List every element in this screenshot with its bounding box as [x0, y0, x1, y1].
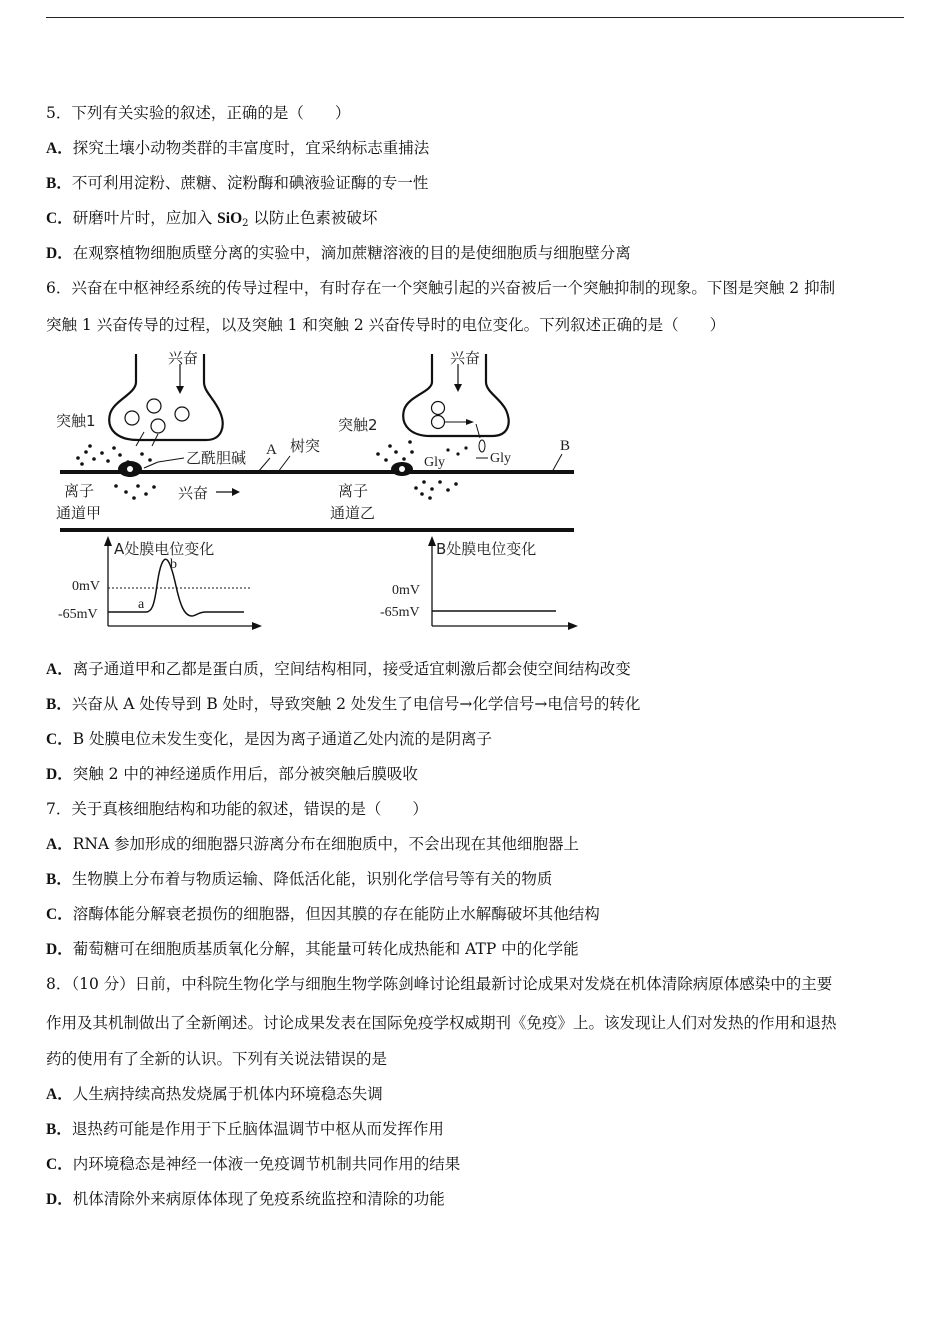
q6-stem-line1: 6．兴奋在中枢神经系统的传导过程中，有时存在一个突触引起的兴奋被后一个突触抑制的现象。下图是突触 2 抑制	[46, 279, 836, 297]
header-rule	[46, 17, 904, 18]
channel-1-label: 通道甲	[56, 504, 102, 522]
dendrite-label: 树突	[290, 437, 321, 455]
q5-option-d: D．在观察植物细胞质壁分离的实验中，滴加蔗糖溶液的目的是使细胞质与细胞壁分离	[46, 244, 631, 262]
vesicle	[432, 416, 445, 429]
q5-option-a: A．探究土壤小动物类群的丰富度时，宜采纳标志重捕法	[46, 139, 430, 157]
vesicle	[147, 399, 161, 413]
graph-a-label-a: a	[138, 597, 145, 612]
vesicle	[151, 419, 165, 433]
q8-option-a: A．人生病持续高热发烧属于机体内环境稳态失调	[46, 1085, 383, 1103]
q7-option-c: C．溶酶体能分解衰老损伤的细胞器，但因其膜的存在能防止水解酶破坏其他结构	[46, 905, 600, 923]
graph-b-neg65: -65mV	[380, 605, 420, 620]
q5-option-c: C．研磨叶片时，应加入 SiO$_2$ 以防止色素被破坏	[46, 209, 378, 229]
q6-option-b: B．兴奋从 A 处传导到 B 处时，导致突触 2 处发生了电信号→化学信号→电信号的转化	[46, 695, 641, 713]
synapse-figure	[46, 342, 606, 642]
q7-stem: 7．关于真核细胞结构和功能的叙述，错误的是（ ）	[46, 800, 428, 818]
synapse-1-label: 突触1	[56, 412, 96, 430]
q8-stem-line2: 作用及其机制做出了全新阐述。讨论成果发表在国际免疫学权威期刊《免疫》上。该发现让人们对发热的作用和退热	[46, 1014, 837, 1032]
q8-stem-line1: 8．（10 分）日前，中科院生物化学与细胞生物学陈剑峰讨论组最新讨论成果对发烧在机体清除病原体感染中的主要	[46, 975, 833, 993]
synapse-2-label: 突触2	[338, 416, 378, 434]
vesicle	[432, 402, 445, 415]
graph-a-title: A处膜电位变化	[114, 540, 215, 558]
acetylcholine-label: 乙酰胆碱	[186, 449, 247, 467]
point-b-label: B	[560, 438, 571, 454]
q8-option-b: B．退热药可能是作用于下丘脑体温调节中枢从而发挥作用	[46, 1120, 444, 1138]
q7-option-b: B．生物膜上分布着与物质运输、降低活化能，识别化学信号等有关的物质	[46, 870, 553, 888]
graph-b-title: B处膜电位变化	[436, 540, 537, 558]
ion-label-1: 离子	[64, 482, 95, 500]
excite-arrow-label: 兴奋	[178, 484, 209, 502]
q6-stem-line2: 突触 1 兴奋传导的过程，以及突触 1 和突触 2 兴奋传导时的电位变化。下列叙述正确的是（ ）	[46, 316, 726, 334]
gly-label-1: Gly	[424, 455, 445, 470]
graph-a-label-b: b	[170, 557, 177, 572]
channel-2-label: 通道乙	[330, 504, 376, 522]
vesicle	[125, 411, 139, 425]
q6-option-d: D．突触 2 中的神经递质作用后，部分被突触后膜吸收	[46, 765, 418, 783]
ion-label-2: 离子	[338, 482, 369, 500]
excite-label-1: 兴奋	[168, 349, 199, 367]
point-a-label: A	[266, 442, 277, 458]
q8-stem-line3: 药的使用有了全新的认识。下列有关说法错误的是	[46, 1050, 388, 1068]
q6-option-c: C．B 处膜电位未发生变化，是因为离子通道乙处内流的是阴离子	[46, 730, 493, 748]
gly-label-2: Gly	[490, 451, 511, 466]
q8-option-d: D．机体清除外来病原体体现了免疫系统监控和清除的功能	[46, 1190, 445, 1208]
q7-option-a: A．RNA 参加形成的细胞器只游离分布在细胞质中，不会出现在其他细胞器上	[46, 835, 580, 853]
graph-b-zero-mv: 0mV	[392, 583, 420, 598]
q7-option-d: D．葡萄糖可在细胞质基质氧化分解，其能量可转化成热能和 ATP 中的化学能	[46, 940, 579, 958]
q6-option-a: A．离子通道甲和乙都是蛋白质，空间结构相同，接受适宜刺激后都会使空间结构改变	[46, 660, 631, 678]
synapse-1-terminal	[109, 354, 222, 440]
q5-stem: 5．下列有关实验的叙述，正确的是（ ）	[46, 104, 351, 122]
vesicle	[175, 407, 189, 421]
graph-a-neg65: -65mV	[58, 607, 98, 622]
q5-option-b: B．不可利用淀粉、蔗糖、淀粉酶和碘液验证酶的专一性	[46, 174, 429, 192]
excite-label-2: 兴奋	[450, 349, 481, 367]
graph-a-zero-mv: 0mV	[72, 579, 100, 594]
q8-option-c: C．内环境稳态是神经一体液一免疫调节机制共同作用的结果	[46, 1155, 461, 1173]
